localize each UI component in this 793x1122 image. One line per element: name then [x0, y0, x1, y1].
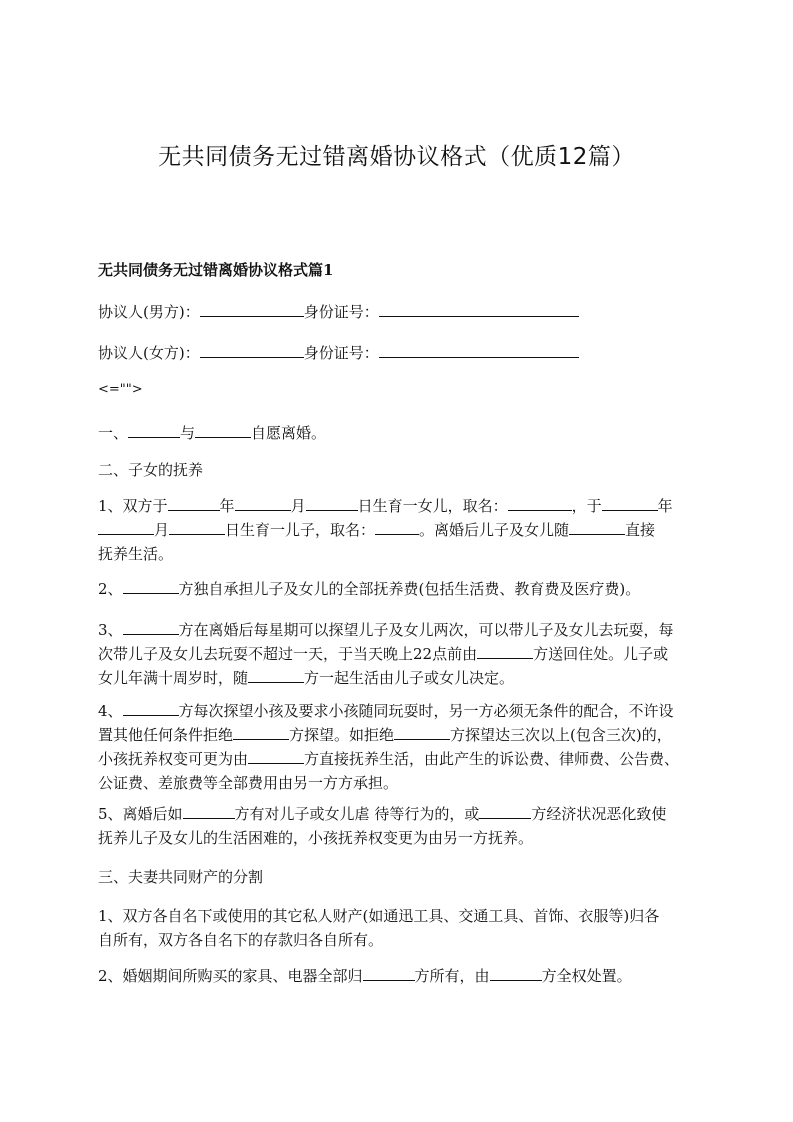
para-text: 1、双方各自名下或使用的其它私人财产(如通迅工具、交通工具、首饰、衣服等)归各 [98, 907, 660, 925]
blank-field [200, 302, 304, 317]
para-text: 小孩抚养权变可更为由 [98, 750, 249, 768]
paragraph-3-2 [98, 964, 706, 988]
blank-field [98, 520, 154, 535]
blank-field [363, 966, 415, 981]
blank-field [233, 725, 289, 740]
paragraph-2-2 [98, 577, 706, 601]
blank-field [508, 496, 572, 511]
para-text: 女儿年满十周岁时，随 [98, 669, 249, 687]
paragraph-2-5 [98, 802, 706, 850]
id-label: 身份证号： [303, 303, 379, 321]
para-text: 3、 [98, 621, 123, 639]
section-3-heading: 三、夫妻共同财产的分割 [98, 868, 264, 886]
para-text: 方一起生活由儿子或女儿决定。 [304, 669, 515, 687]
para-text: 方全权处置。 [541, 967, 632, 985]
blank-field [195, 423, 251, 438]
para-text: 月 [154, 521, 170, 539]
para-text: 方有对儿子或女儿虐 待等行为的，或 [234, 805, 480, 823]
blank-field [169, 520, 225, 535]
blank-field [379, 343, 579, 358]
blank-field [123, 620, 179, 635]
clause-text: 与 [180, 424, 196, 442]
party-male-line [98, 300, 706, 324]
para-text: 年 [657, 497, 673, 515]
para-text: 直接 [625, 521, 656, 539]
para-text: 月 [290, 497, 306, 515]
blank-field [200, 343, 304, 358]
para-text: 1、双方于 [98, 497, 168, 515]
clause-text: 自愿离婚。 [251, 424, 327, 442]
clause-text: 一、 [98, 424, 129, 442]
paragraph-2-3 [98, 618, 706, 690]
section-heading: 无共同债务无过错离婚协议格式篇1 [98, 261, 334, 279]
para-text: 方在离婚后每星期可以探望儿子及女儿两次，可以带儿子及女儿去玩耍，每 [178, 621, 674, 639]
blank-field [248, 749, 304, 764]
para-text: 2、 [98, 580, 123, 598]
para-text: 4、 [98, 702, 123, 720]
stray-marker: <=""> [98, 382, 143, 397]
party-female-label: 协议人(女方)： [98, 344, 200, 362]
clause-1 [98, 421, 706, 445]
blank-field [235, 496, 291, 511]
para-text: 方送回住处。儿子或 [533, 645, 669, 663]
blank-field [168, 496, 220, 511]
para-text: 抚养生活。 [98, 545, 174, 563]
blank-field [123, 579, 179, 594]
blank-field [479, 804, 531, 819]
party-female-line [98, 341, 706, 365]
para-text: 年 [219, 497, 235, 515]
blank-field [306, 496, 358, 511]
para-text: 方所有，由 [414, 967, 490, 985]
id-label: 身份证号： [303, 344, 379, 362]
blank-field [128, 423, 180, 438]
blank-field [394, 725, 450, 740]
paragraph-2-1 [98, 494, 706, 566]
para-text: 自所有，双方各自名下的存款归各自所有。 [98, 931, 384, 949]
blank-field [379, 302, 579, 317]
blank-field [569, 520, 625, 535]
para-text: 日生育一儿子，取名： [225, 521, 376, 539]
para-text: 5、离婚后如 [98, 805, 183, 823]
blank-field [183, 804, 235, 819]
para-text: 次带儿子及女儿去玩耍不超过一天，于当天晚上22点前由 [98, 645, 478, 663]
para-text: 方直接抚养生活，由此产生的诉讼费、律师费、公告费、 [304, 750, 680, 768]
document-title: 无共同债务无过错离婚协议格式（优质12篇） [158, 144, 635, 170]
party-male-label: 协议人(男方)： [98, 303, 200, 321]
blank-field [477, 644, 533, 659]
para-text: 抚养儿子及女儿的生活困难的，小孩抚养权变更为由另一方抚养。 [98, 829, 534, 847]
paragraph-2-4 [98, 699, 706, 795]
paragraph-3-1 [98, 904, 706, 952]
blank-field [248, 668, 304, 683]
para-text: 日生育一女儿，取名： [357, 497, 508, 515]
para-text: 公证费、差旅费等全部费用由另一方方承担。 [98, 774, 399, 792]
para-text: 方探望达三次以上(包含三次)的， [450, 726, 672, 744]
para-text: 方独自承担儿子及女儿的全部抚养费(包括生活费、教育费及医疗费)。 [178, 580, 641, 598]
para-text: ，于 [571, 497, 602, 515]
para-text: 置其他任何条件拒绝 [98, 726, 234, 744]
para-text: 2、婚姻期间所购买的家具、电器全部归 [98, 967, 363, 985]
blank-field [375, 520, 419, 535]
para-text: 方探望。如拒绝 [289, 726, 395, 744]
blank-field [602, 496, 658, 511]
para-text: 。离婚后儿子及女儿随 [419, 521, 570, 539]
blank-field [123, 701, 179, 716]
para-text: 方经济状况恶化致使 [531, 805, 667, 823]
section-2-heading: 二、子女的抚养 [98, 461, 204, 479]
blank-field [490, 966, 542, 981]
para-text: 方每次探望小孩及要求小孩随同玩耍时，另一方必须无条件的配合，不许设 [178, 702, 674, 720]
